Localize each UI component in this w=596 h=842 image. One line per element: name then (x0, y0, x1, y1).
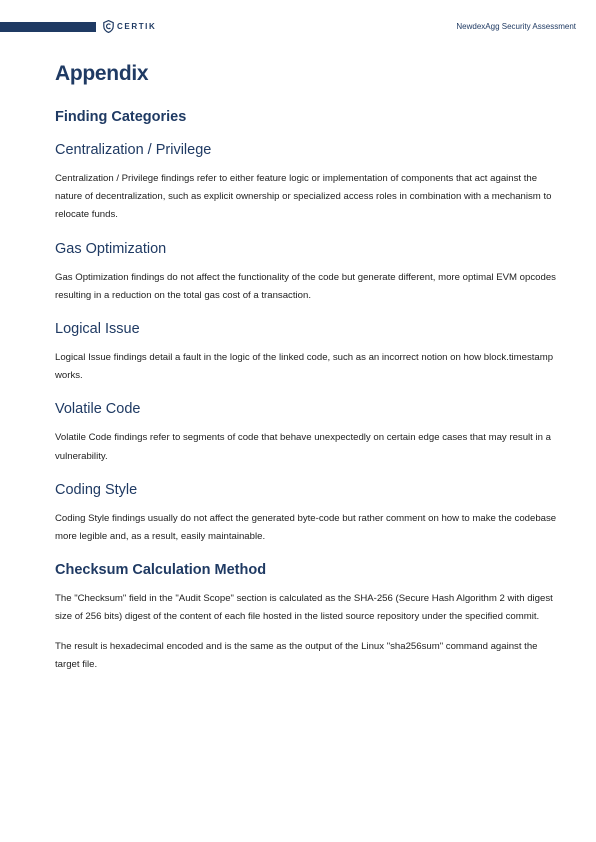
checksum-paragraph: The "Checksum" field in the "Audit Scope" section is calculated as the SHA-256 (Secure Hash Algorithm 2 with digest size of 256 bits) digest of the content of each file hosted in the listed source repository under the specified commit. (55, 593, 553, 623)
category-title-centralization: Centralization / Privilege (55, 142, 212, 158)
category-text-coding-style: Coding Style findings usually do not affect the generated byte-code but rather comment on how to make the codebase more legible and, as a result, easily maintainable. (55, 512, 557, 543)
header-accent-bar (0, 22, 96, 32)
page-title: Appendix (55, 62, 149, 85)
checksum-heading: Checksum Calculation Method (55, 562, 267, 579)
certik-logo (103, 20, 156, 33)
category-title-logical-issue: Logical Issue (55, 321, 140, 338)
page-header (0, 0, 596, 40)
category-text-volatile-code: Volatile Code findings refer to segments of code that behave unexpectedly on certain edge cases that may result in a vulnerability. (55, 432, 551, 462)
category-text-centralization: Centralization / Privilege findings refer to either feature logic or implementation of components that act against the nature of decentralization, such as explicit ownership or specialized access roles in combination with a mechanism to relocate funds. (55, 173, 552, 221)
certik-shield-icon (103, 20, 114, 33)
category-title-gas-optimization: Gas Optimization (55, 240, 167, 257)
document-title: NewdexAgg Security Assessment (456, 22, 576, 31)
logo-text: CERTIK (117, 22, 157, 31)
appendix-content (55, 60, 560, 674)
finding-categories-heading: Finding Categories (55, 109, 187, 125)
category-title-volatile-code: Volatile Code (55, 401, 141, 418)
category-text-logical-issue: Logical Issue findings detail a fault in the logic of the linked code, such as an incorrect notion on how block.timestamp works. (55, 352, 554, 382)
category-title-coding-style: Coding Style (55, 481, 138, 498)
checksum-paragraph: The result is hexadecimal encoded and is the same as the output of the Linux "sha256sum" command against the target file. (55, 640, 538, 670)
category-text-gas-optimization: Gas Optimization findings do not affect the functionality of the code but generate different, more optimal EVM opcodes resulting in a reduction on the total gas cost of a transaction. (55, 271, 556, 301)
